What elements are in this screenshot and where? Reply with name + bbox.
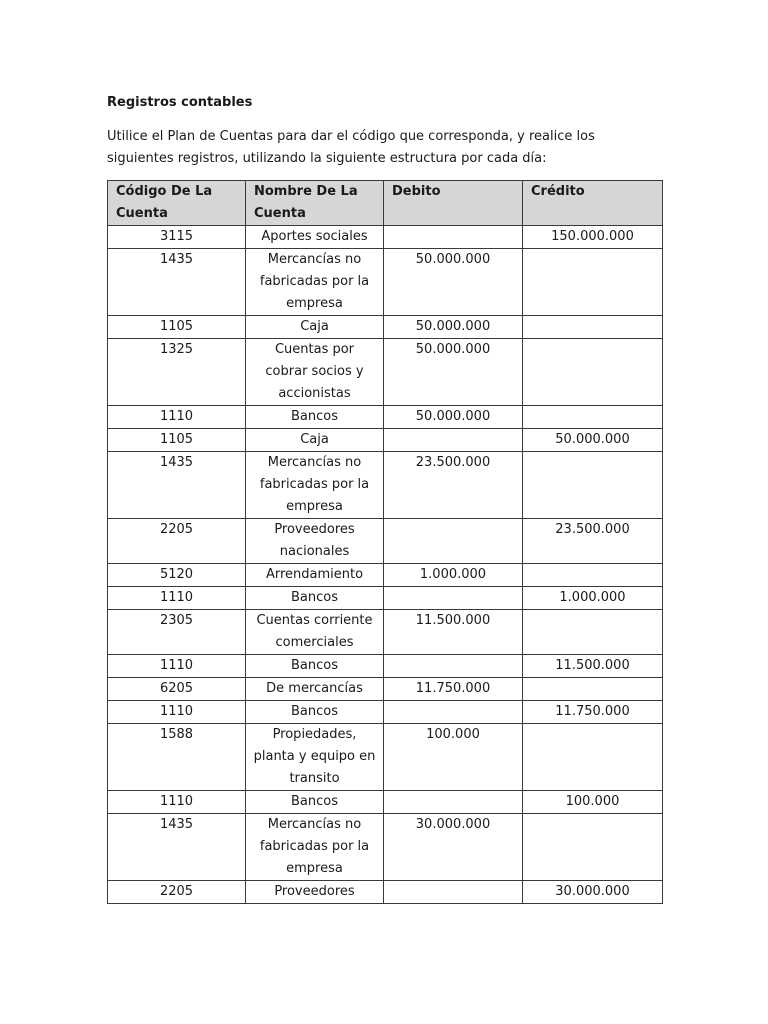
cell-codigo: 1435 bbox=[108, 249, 246, 316]
cell-codigo: 1110 bbox=[108, 655, 246, 678]
header-codigo: Código De La Cuenta bbox=[108, 181, 246, 226]
cell-codigo: 1105 bbox=[108, 316, 246, 339]
table-row bbox=[108, 519, 663, 564]
cell-debito bbox=[384, 226, 523, 249]
table-row bbox=[108, 316, 663, 339]
cell-debito bbox=[384, 701, 523, 724]
cell-codigo: 1110 bbox=[108, 701, 246, 724]
cell-debito bbox=[384, 429, 523, 452]
cell-nombre: Bancos bbox=[246, 701, 384, 724]
cell-codigo: 1110 bbox=[108, 406, 246, 429]
cell-credito bbox=[523, 678, 663, 701]
cell-credito bbox=[523, 406, 663, 429]
cell-debito: 100.000 bbox=[384, 724, 523, 791]
cell-credito: 50.000.000 bbox=[523, 429, 663, 452]
cell-credito bbox=[523, 724, 663, 791]
cell-nombre: Aportes sociales bbox=[246, 226, 384, 249]
table-row bbox=[108, 791, 663, 814]
table-row bbox=[108, 249, 663, 316]
table-row bbox=[108, 881, 663, 904]
cell-credito bbox=[523, 316, 663, 339]
cell-nombre: Mercancías no fabricadas por la empresa bbox=[246, 249, 384, 316]
cell-debito bbox=[384, 791, 523, 814]
table-row bbox=[108, 587, 663, 610]
cell-nombre: Arrendamiento bbox=[246, 564, 384, 587]
cell-nombre: Cuentas corriente comerciales bbox=[246, 610, 384, 655]
ledger-table bbox=[107, 180, 663, 904]
cell-credito bbox=[523, 564, 663, 587]
table-row bbox=[108, 678, 663, 701]
cell-credito bbox=[523, 610, 663, 655]
cell-debito: 11.750.000 bbox=[384, 678, 523, 701]
cell-nombre: Bancos bbox=[246, 587, 384, 610]
table-row bbox=[108, 724, 663, 791]
cell-nombre: De mercancías bbox=[246, 678, 384, 701]
cell-debito: 1.000.000 bbox=[384, 564, 523, 587]
cell-nombre: Mercancías no fabricadas por la empresa bbox=[246, 814, 384, 881]
header-nombre: Nombre De La Cuenta bbox=[246, 181, 384, 226]
intro-paragraph: Utilice el Plan de Cuentas para dar el código que corresponda, y realice los siguientes registros, utilizando la siguiente estructura por cada día: bbox=[107, 129, 595, 166]
cell-nombre: Proveedores nacionales bbox=[246, 519, 384, 564]
cell-codigo: 2305 bbox=[108, 610, 246, 655]
cell-debito bbox=[384, 587, 523, 610]
cell-codigo: 3115 bbox=[108, 226, 246, 249]
cell-debito: 11.500.000 bbox=[384, 610, 523, 655]
cell-nombre: Cuentas por cobrar socios y accionistas bbox=[246, 339, 384, 406]
table-row bbox=[108, 339, 663, 406]
cell-nombre: Mercancías no fabricadas por la empresa bbox=[246, 452, 384, 519]
table-row bbox=[108, 406, 663, 429]
cell-codigo: 1588 bbox=[108, 724, 246, 791]
ledger-body bbox=[108, 226, 663, 904]
cell-nombre: Bancos bbox=[246, 791, 384, 814]
cell-nombre: Proveedores bbox=[246, 881, 384, 904]
header-row bbox=[108, 181, 663, 226]
cell-debito: 50.000.000 bbox=[384, 249, 523, 316]
cell-credito: 30.000.000 bbox=[523, 881, 663, 904]
cell-credito: 150.000.000 bbox=[523, 226, 663, 249]
cell-codigo: 2205 bbox=[108, 519, 246, 564]
table-row bbox=[108, 655, 663, 678]
cell-credito: 100.000 bbox=[523, 791, 663, 814]
table-row bbox=[108, 814, 663, 881]
cell-codigo: 6205 bbox=[108, 678, 246, 701]
cell-credito bbox=[523, 452, 663, 519]
page-title: Registros contables bbox=[107, 95, 253, 110]
cell-nombre: Bancos bbox=[246, 406, 384, 429]
cell-debito bbox=[384, 519, 523, 564]
cell-nombre: Caja bbox=[246, 429, 384, 452]
cell-codigo: 2205 bbox=[108, 881, 246, 904]
cell-credito bbox=[523, 814, 663, 881]
cell-nombre: Propiedades, planta y equipo en transito bbox=[246, 724, 384, 791]
table-row bbox=[108, 226, 663, 249]
cell-codigo: 1105 bbox=[108, 429, 246, 452]
cell-nombre: Bancos bbox=[246, 655, 384, 678]
cell-credito: 23.500.000 bbox=[523, 519, 663, 564]
cell-codigo: 1110 bbox=[108, 587, 246, 610]
cell-codigo: 1110 bbox=[108, 791, 246, 814]
cell-debito: 50.000.000 bbox=[384, 406, 523, 429]
document-page bbox=[107, 92, 662, 904]
ledger-header bbox=[108, 181, 663, 226]
table-row bbox=[108, 564, 663, 587]
table-row bbox=[108, 610, 663, 655]
cell-nombre: Caja bbox=[246, 316, 384, 339]
cell-codigo: 5120 bbox=[108, 564, 246, 587]
table-row bbox=[108, 701, 663, 724]
cell-codigo: 1435 bbox=[108, 452, 246, 519]
header-debito: Debito bbox=[384, 181, 523, 226]
cell-credito: 11.500.000 bbox=[523, 655, 663, 678]
cell-credito bbox=[523, 249, 663, 316]
cell-credito bbox=[523, 339, 663, 406]
header-credito: Crédito bbox=[523, 181, 663, 226]
cell-debito: 30.000.000 bbox=[384, 814, 523, 881]
cell-codigo: 1435 bbox=[108, 814, 246, 881]
cell-debito: 50.000.000 bbox=[384, 316, 523, 339]
cell-debito bbox=[384, 881, 523, 904]
cell-credito: 11.750.000 bbox=[523, 701, 663, 724]
cell-credito: 1.000.000 bbox=[523, 587, 663, 610]
table-row bbox=[108, 452, 663, 519]
table-row bbox=[108, 429, 663, 452]
cell-debito bbox=[384, 655, 523, 678]
cell-debito: 23.500.000 bbox=[384, 452, 523, 519]
cell-debito: 50.000.000 bbox=[384, 339, 523, 406]
cell-codigo: 1325 bbox=[108, 339, 246, 406]
